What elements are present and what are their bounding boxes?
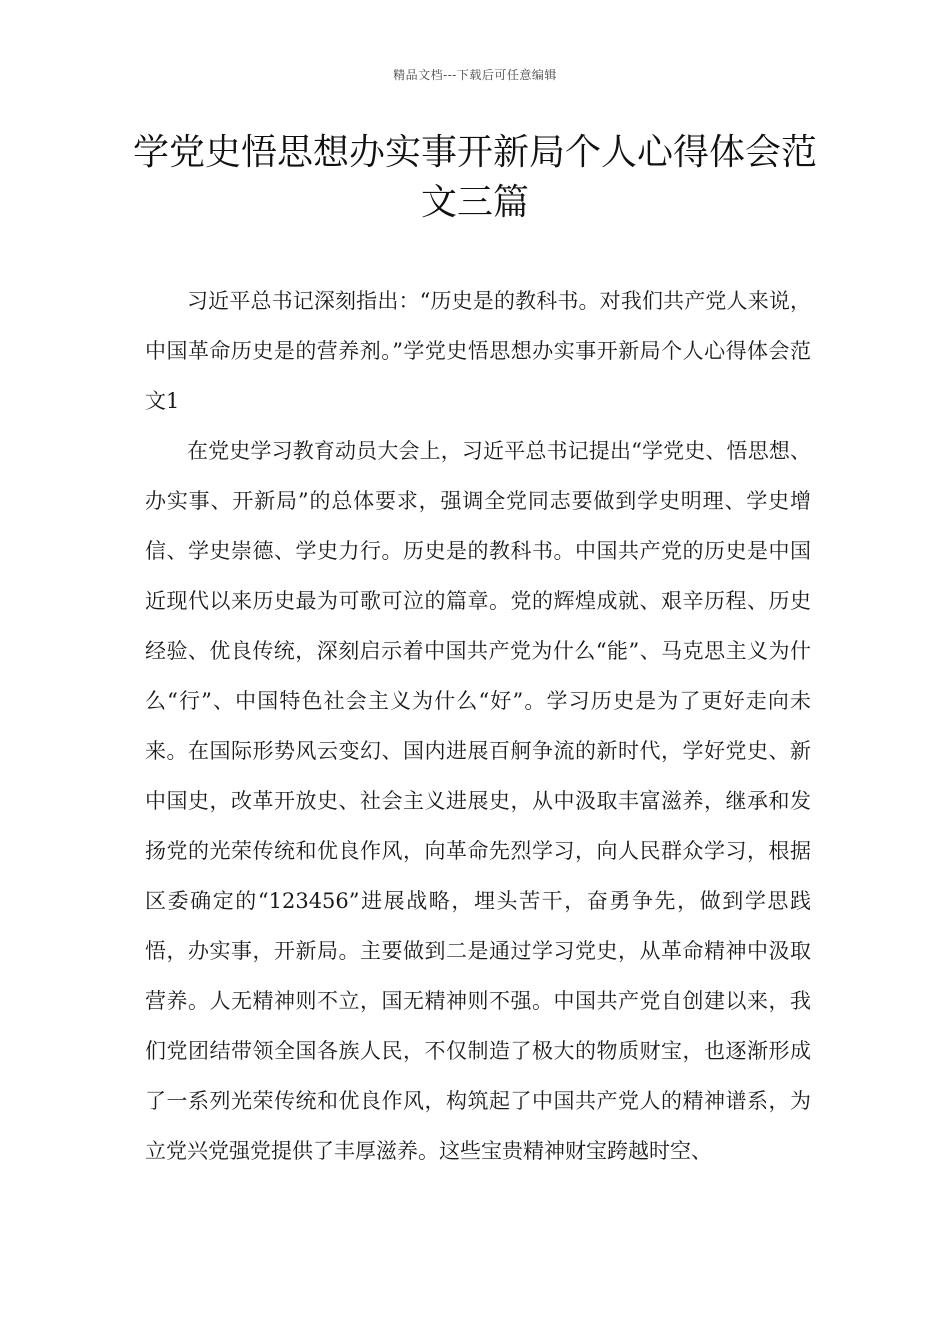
document-body — [145, 276, 811, 1176]
paragraph-intro: 习近平总书记深刻指出：“历史是的教科书。对我们共产党人来说，中国革命历史是的营养剂。”学党史悟思想办实事开新局个人心得体会范文1 — [145, 289, 811, 413]
document-title: 学党史悟思想办实事开新局个人心得体会范文三篇 — [132, 132, 817, 223]
paragraph-main: 在党史学习教育动员大会上，习近平总书记提出“学党史、悟思想、办实事、开新局”的总体要求，强调全党同志要做到学史明理、学史增信、学史崇德、学史力行。历史是的教科书。中国共产党的历史是中国近现代以来历史最为可歌可泣的篇章。党的辉煌成就、艰辛历程、历史经验、优良传统，深刻启示着中国共产党为什么“能”、马克思主义为什么“行”、中国特色社会主义为什么“好”。学习历史是为了更好走向未来。在国际形势风云变幻、国内进展百舸争流的新时代，学好党史、新中国史，改革开放史、社会主义进展史，从中汲取丰富滋养，继承和发扬党的光荣传统和优良作风，向革命先烈学习，向人民群众学习，根据区委确定的“123456”进展战略，埋头苦干，奋勇争先，做到学思践悟，办实事，开新局。主要做到二是通过学习党史，从革命精神中汲取营养。人无精神则不立，国无精神则不强。中国共产党自创建以来，我们党团结带领全国各族人民，不仅制造了极大的物质财宝，也逐渐形成了一系列光荣传统和优良作风，构筑起了中国共产党人的精神谱系，为立党兴党强党提供了丰厚滋养。这些宝贵精神财宝跨越时空、 — [145, 439, 811, 1163]
header-note: 精品文档---下载后可任意编辑 — [393, 68, 557, 82]
